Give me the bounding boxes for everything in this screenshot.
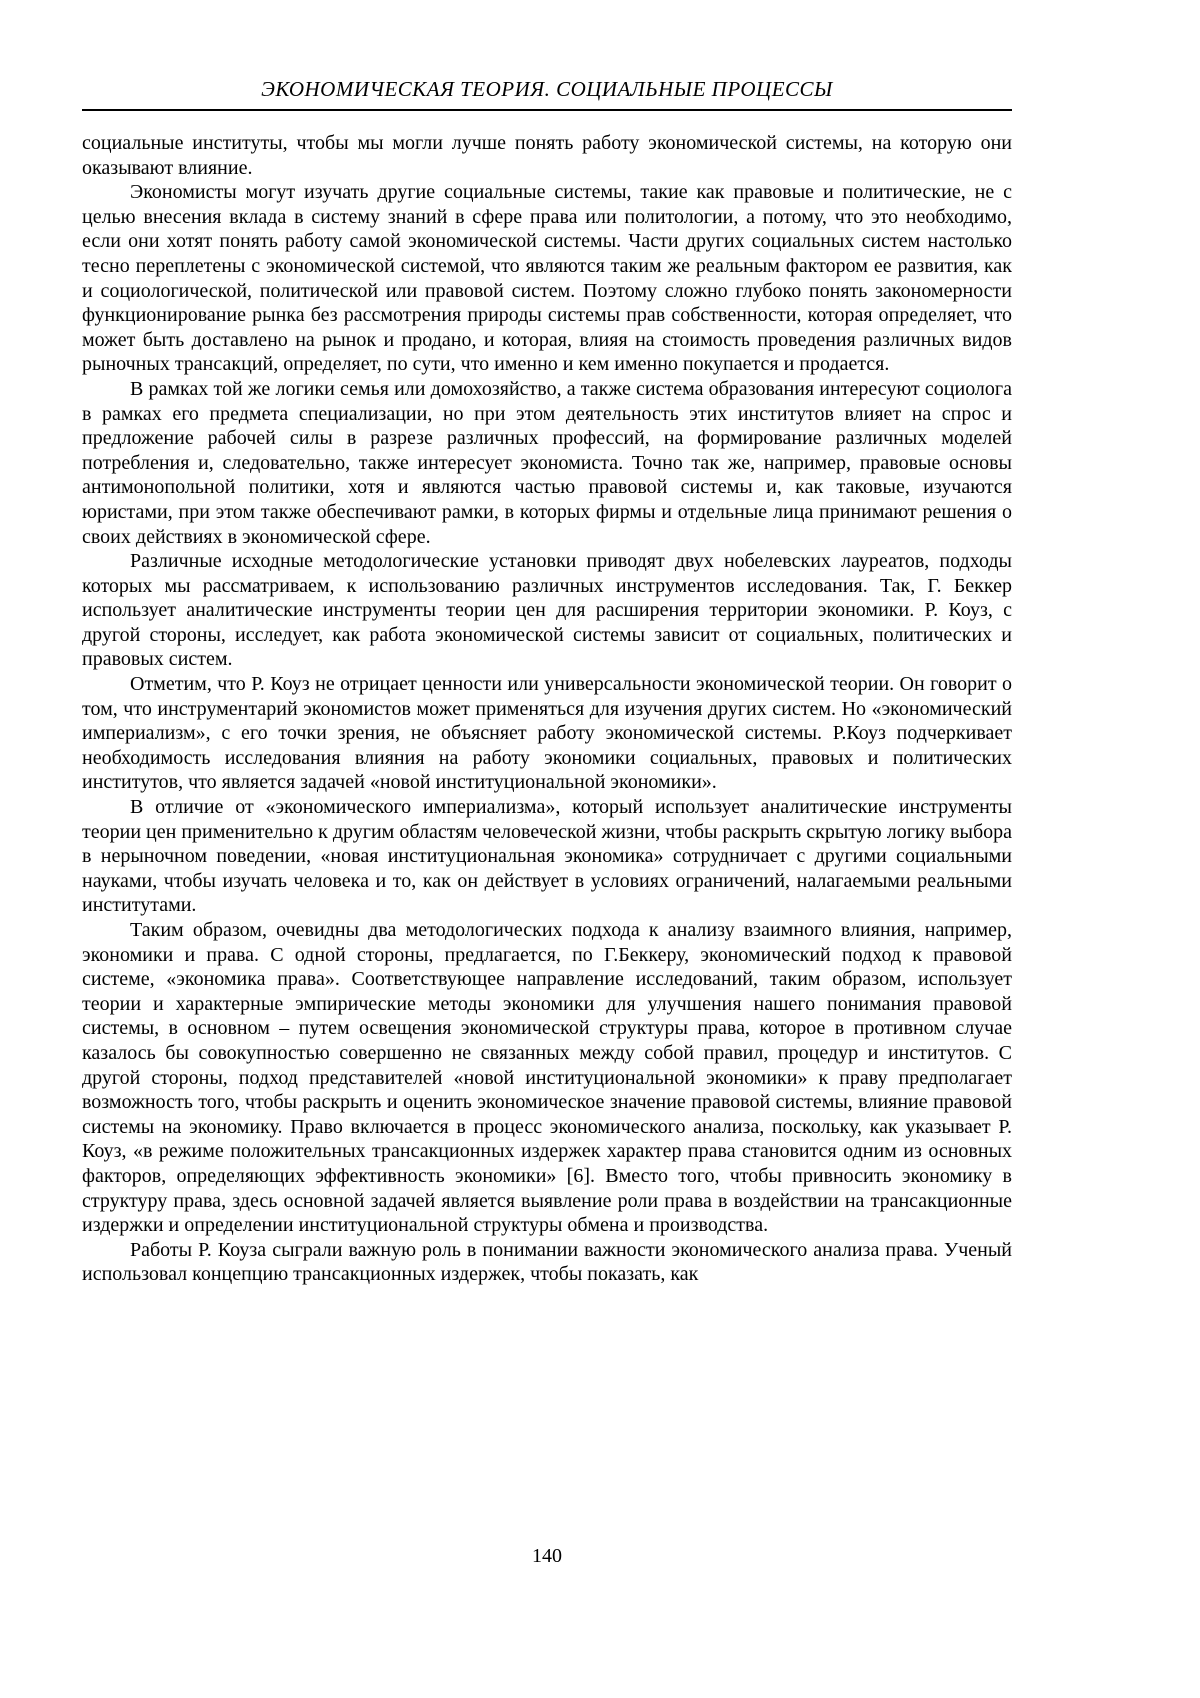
paragraph: социальные институты, чтобы мы могли лучше понять работу экономической системы, на которую они оказывают влияние.: [82, 132, 1012, 179]
body-text: [82, 131, 1012, 1287]
paragraph: Отметим, что Р. Коуз не отрицает ценности или универсальности экономической теории. Он говорит о том, что инструментарий экономистов может применяться для изучения других систем. Но «экономический империализм», с его точки зрения, не объясняет работу экономической системы. Р.Коуз подчеркивает необходимость исследования влияния на работу экономики социальных, правовых и политических институтов, что является задачей «новой институциональной экономики».: [82, 673, 1012, 794]
paragraph: Различные исходные методологические установки приводят двух нобелевских лауреатов, подходы которых мы рассматриваем, к использованию различных инструментов исследования. Так, Г. Беккер использует аналитические инструменты теории цен для расширения территории экономики. Р. Коуз, с другой стороны, исследует, как работа экономической системы зависит от социальных, политических и правовых систем.: [82, 550, 1012, 671]
paragraph: В рамках той же логики семья или домохозяйство, а также система образования интересуют социолога в рамках его предмета специализации, но при этом деятельность этих институтов влияет на спрос и предложение рабочей силы в разрезе различных профессий, на формирование различных моделей потребления и, следовательно, также интересует экономиста. Точно так же, например, правовые основы антимонопольной политики, хотя и являются частью правовой системы и, как таковые, изучаются юристами, при этом также обеспечивают рамки, в которых фирмы и отдельные лица принимают решения о своих действиях в экономической сфере.: [82, 377, 1012, 548]
paragraph: Работы Р. Коуза сыграли важную роль в понимании важности экономического анализа права. Ученый использовал концепцию трансакционных издержек, чтобы показать, как: [82, 1238, 1012, 1286]
paragraph: Экономисты могут изучать другие социальные системы, такие как правовые и политические, не с целью внесения вклада в систему знаний в сфере права или политологии, а потому, что это необходимо, если они хотят понять работу самой экономической системы. Части других социальных систем настолько тесно переплетены с экономической системой, что являются таким же реальным фактором ее развития, как и социологической, политической или правовой систем. Поэтому сложно глубоко понять закономерности функционирование рынка без рассмотрения природы системы прав собственности, которая определяет, что может быть доставлено на рынок и продано, и которая, влияя на стоимость проведения различных видов рыночных трансакций, определяет, по сути, что именно и кем именно покупается и продается.: [82, 181, 1012, 376]
running-head-title: ЭКОНОМИЧЕСКАЯ ТЕОРИЯ. СОЦИАЛЬНЫЕ ПРОЦЕССЫ: [261, 77, 833, 101]
header-rule: [82, 109, 1012, 111]
paragraph: В отличие от «экономического империализма», который использует аналитические инструменты теории цен применительно к другим областям человеческой жизни, чтобы раскрыть скрытую логику выбора в нерыночном поведении, «новая институциональная экономика» сотрудничает с другими социальными науками, чтобы изучать человека и то, как он действует в условиях ограничений, налагаемыми реальными институтами.: [82, 796, 1012, 917]
paragraph: Таким образом, очевидны два методологических подхода к анализу взаимного влияния, например, экономики и права. С одной стороны, предлагается, по Г.Беккеру, экономический подход к правовой системе, «экономика права». Соответствующее направление исследований, таким образом, использует теории и характерные эмпирические методы экономики для улучшения нашего понимания правовой системы, в основном – путем освещения экономической структуры права, которое в противном случае казалось бы совокупностью совершенно не связанных между собой правил, процедур и институтов. С другой стороны, подход представителей «новой институциональной экономики» к праву предполагает возможность того, чтобы раскрыть и оценить экономическое значение правовой системы, влияние правовой системы на экономику. Право включается в процесс экономического анализа, поскольку, как указывает Р. Коуз, «в режиме положительных трансакционных издержек характер права становится одним из основных факторов, определяющих эффективность экономики» [6]. Вместо того, чтобы привносить экономику в структуру права, здесь основной задачей является выявление роли права в воздействии на трансакционные издержки и определении институциональной структуры обмена и производства.: [82, 919, 1012, 1237]
page-number: 140: [532, 1545, 562, 1567]
